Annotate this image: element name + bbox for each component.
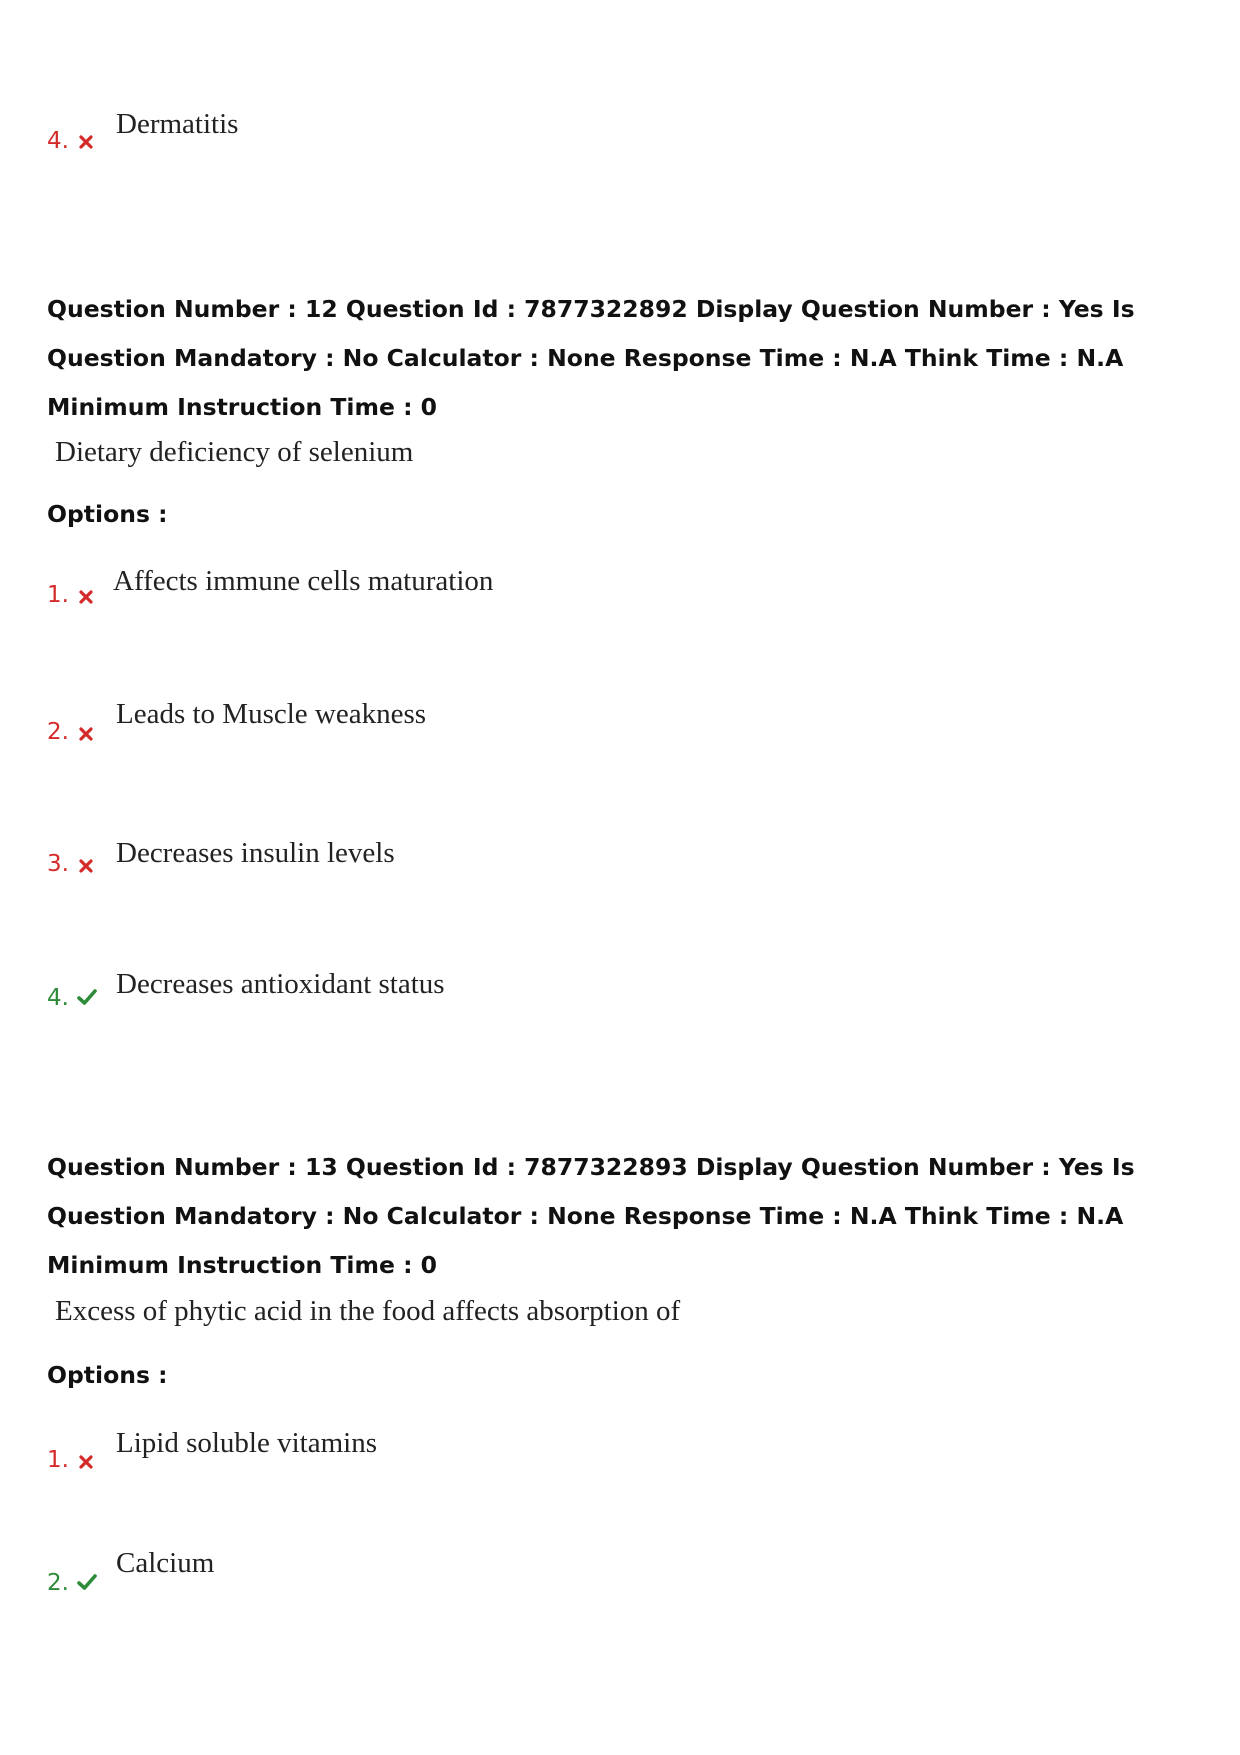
options-label: Options : [47, 500, 168, 528]
option-number: 4. [47, 985, 69, 1011]
option-number: 1. [47, 582, 69, 608]
check-icon [77, 1573, 97, 1591]
option-number: 3. [47, 851, 69, 877]
option-number: 4. [47, 128, 69, 154]
option-text: Decreases antioxidant status [116, 968, 445, 1000]
option-text: Decreases insulin levels [116, 837, 395, 869]
options-label: Options : [47, 1361, 168, 1389]
cross-icon [78, 858, 94, 874]
option-number: 2. [47, 1570, 69, 1596]
question-header: Question Number : 13 Question Id : 7877322893 Display Question Number : Yes Is Question Mandatory : No Calculator : None Response Time : N.A Think Time : N.A Minimum Instruction Time : 0 [47, 1153, 1135, 1279]
question-text: Dietary deficiency of selenium [55, 436, 414, 468]
cross-icon [78, 134, 94, 150]
option-text: Dermatitis [116, 108, 239, 140]
option-text: Lipid soluble vitamins [116, 1427, 377, 1459]
option-text: Leads to Muscle weakness [116, 698, 427, 730]
cross-icon [78, 589, 94, 605]
cross-icon [78, 1454, 94, 1470]
check-icon [77, 988, 97, 1006]
option-text: Affects immune cells maturation [113, 565, 494, 597]
option-number: 2. [47, 719, 69, 745]
option-number: 1. [47, 1447, 69, 1473]
question-header: Question Number : 12 Question Id : 7877322892 Display Question Number : Yes Is Question Mandatory : No Calculator : None Response Time : N.A Think Time : N.A Minimum Instruction Time : 0 [47, 295, 1135, 421]
question-text: Excess of phytic acid in the food affects absorption of [55, 1295, 681, 1327]
cross-icon [78, 726, 94, 742]
option-text: Calcium [116, 1547, 215, 1579]
